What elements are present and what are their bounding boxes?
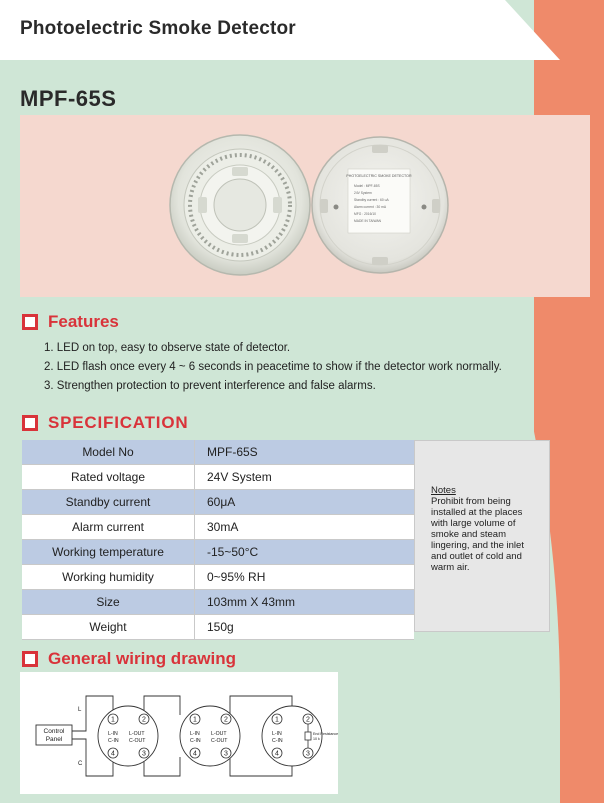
terminal-label: L-OUT (211, 731, 227, 737)
table-row (22, 615, 414, 640)
spec-value: 0~95% RH (195, 565, 415, 590)
spec-value: MPF-65S (195, 440, 415, 465)
label-line: 24V System (354, 191, 372, 195)
label-title: PHOTOELECTRIC SMOKE DETECTOR (346, 174, 412, 178)
product-photo (20, 115, 590, 297)
detector-back-view (312, 137, 448, 273)
table-row (22, 515, 414, 540)
notes-title: Notes (431, 485, 456, 496)
table-row (22, 540, 414, 565)
bullet-square-icon (22, 651, 38, 667)
label-line: Model : MPF-65S (354, 184, 380, 188)
specification-heading (22, 413, 188, 433)
line-l-label: L (78, 707, 82, 713)
terminal-label: C-OUT (129, 738, 146, 744)
feature-item: 1. LED on top, easy to observe state of detector. (44, 342, 291, 354)
feature-item: 3. Strengthen protection to prevent interference and false alarms. (44, 380, 376, 392)
spec-value: 60μA (195, 490, 415, 515)
terminal-number: 2 (142, 716, 146, 724)
table-row (22, 490, 414, 515)
label-line: MADE IN TAIWAN (354, 219, 382, 223)
terminal-label: C-OUT (211, 738, 228, 744)
detector-base-3 (262, 706, 338, 766)
detector-base-1 (98, 706, 158, 766)
features-heading (22, 312, 119, 332)
bullet-square-icon (22, 314, 38, 330)
terminal-number: 1 (193, 716, 197, 724)
label-line: Standby current : 60 uA (354, 198, 389, 202)
wiring-title: General wiring drawing (48, 649, 236, 668)
terminal-label: C-IN (272, 738, 283, 744)
end-resistance-value: 10 k (313, 737, 320, 741)
line-c-label: C (78, 761, 83, 767)
terminal-number: 2 (224, 716, 228, 724)
spec-label: Model No (22, 440, 195, 465)
spec-value: 24V System (195, 465, 415, 490)
spec-label: Rated voltage (22, 465, 195, 490)
terminal-number: 4 (275, 750, 279, 758)
end-resistance-label: End Resistance (313, 732, 338, 736)
terminal-number: 1 (275, 716, 279, 724)
terminal-number: 3 (142, 750, 146, 758)
detector-front-view (170, 135, 310, 275)
notes-box (414, 440, 550, 632)
features-list (44, 339, 502, 396)
spec-label: Working temperature (22, 540, 195, 565)
spec-value: 103mm X 43mm (195, 590, 415, 615)
table-row (22, 440, 414, 465)
control-panel-label: Control (43, 728, 65, 735)
detector-base-2 (180, 706, 240, 766)
label-line: Alarm current : 30 mA (354, 205, 387, 209)
table-row (22, 590, 414, 615)
terminal-number: 3 (306, 750, 310, 758)
terminal-number: 2 (306, 716, 310, 724)
wiring-heading (22, 649, 236, 669)
feature-item: 2. LED flash once every 4 ~ 6 seconds in peacetime to show if the detector work normally. (44, 361, 502, 373)
spec-label: Working humidity (22, 565, 195, 590)
terminal-label: L-IN (108, 731, 118, 737)
terminal-label: C-IN (190, 738, 201, 744)
specification-title: SPECIFICATION (48, 413, 189, 432)
specification-table (22, 440, 414, 640)
terminal-label: L-IN (272, 731, 282, 737)
spec-label: Weight (22, 615, 195, 640)
terminal-label: L-IN (190, 731, 200, 737)
spec-label: Size (22, 590, 195, 615)
model-title: MPF-65S (20, 86, 117, 111)
terminal-number: 4 (111, 750, 115, 758)
spec-label: Standby current (22, 490, 195, 515)
table-row (22, 465, 414, 490)
terminal-label: L-OUT (129, 731, 145, 737)
notes-text: Prohibit from being installed at the places with large volume of smoke and steam lingering, and the inlet and outlet of cold and warm air. (431, 496, 524, 573)
spec-value: 150g (195, 615, 415, 640)
terminal-number: 3 (224, 750, 228, 758)
bullet-square-icon (22, 415, 38, 431)
spec-label: Alarm current (22, 515, 195, 540)
terminal-label: C-IN (108, 738, 119, 744)
end-resistor-icon (305, 732, 311, 740)
label-line: MFG : 2016/10 (354, 212, 376, 216)
spec-value: 30mA (195, 515, 415, 540)
terminal-number: 4 (193, 750, 197, 758)
control-panel-label: Panel (45, 736, 63, 743)
table-row (22, 565, 414, 590)
features-title: Features (48, 312, 119, 331)
page-title: Photoelectric Smoke Detector (20, 18, 296, 39)
wiring-diagram (20, 672, 338, 794)
terminal-number: 1 (111, 716, 115, 724)
spec-value: -15~50°C (195, 540, 415, 565)
